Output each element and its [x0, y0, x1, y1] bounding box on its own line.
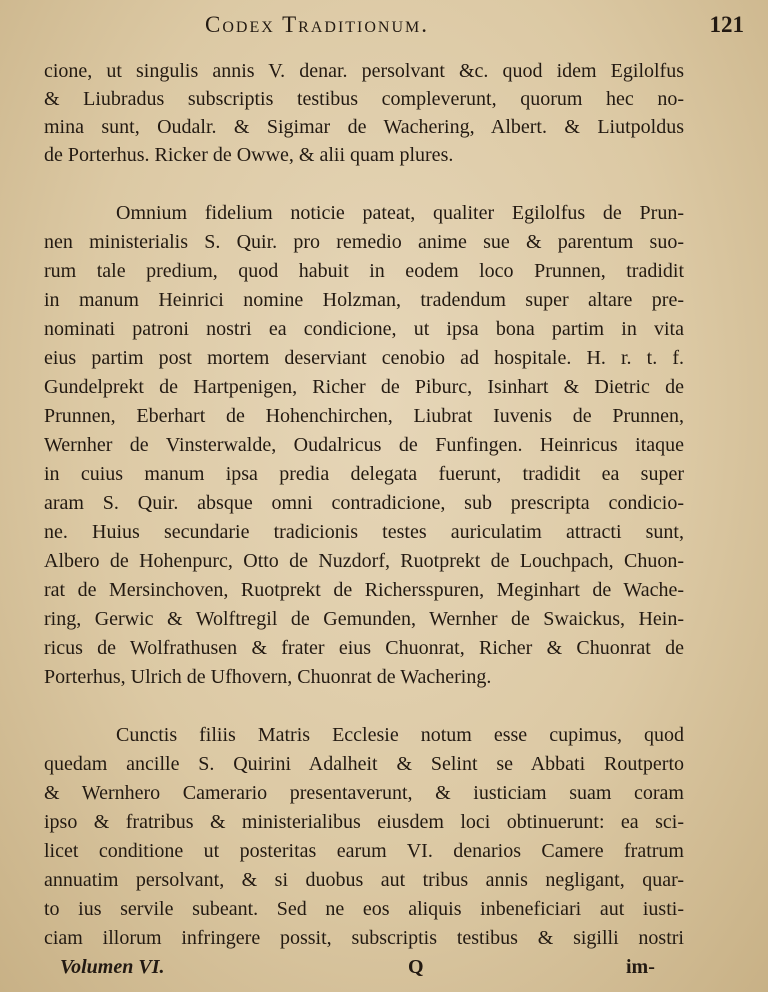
text-line: Cunctis filiis Matris Ecclesie notum esse cupimus, quod: [116, 724, 684, 746]
text-line: de Porterhus. Ricker de Owwe, & alii quam plures.: [44, 144, 454, 166]
text-line: Albero de Hohenpurc, Otto de Nuzdorf, Ruotprekt de Louchpach, Chuon-: [44, 550, 684, 572]
text-line: annuatim persolvant, & si duobus aut tribus annis negligant, quar-: [44, 869, 684, 891]
text-line: in manum Heinrici nomine Holzman, tradendum super altare pre-: [44, 289, 684, 311]
text-line: Prunnen, Eberhart de Hohenchirchen, Liubrat Iuvenis de Prunnen,: [44, 405, 684, 427]
text-line: rum tale predium, quod habuit in eodem loco Prunnen, tradidit: [44, 260, 684, 282]
page-number: 121: [709, 12, 744, 37]
text-line: ricus de Wolfrathusen & frater eius Chuonrat, Richer & Chuonrat de: [44, 637, 684, 659]
text-line: licet conditione ut posteritas earum VI. denarios Camere fratrum: [44, 840, 684, 862]
text-line: to ius servile subeant. Sed ne eos aliquis inbeneficiari aut iusti-: [44, 898, 684, 920]
text-line: cione, ut singulis annis V. denar. persolvant &c. quod idem Egilolfus: [44, 60, 684, 82]
text-line: nen ministerialis S. Quir. pro remedio anime sue & parentum suo-: [44, 231, 684, 253]
text-line: nominati patroni nostri ea condicione, ut ipsa bona partim in vita: [44, 318, 684, 340]
volume-label: Volumen VI.: [60, 956, 165, 978]
text-line: Wernher de Vinsterwalde, Oudalricus de Funfingen. Heinricus itaque: [44, 434, 684, 456]
text-line: ne. Huius secundarie tradicionis testes auriculatim attracti sunt,: [44, 521, 684, 543]
text-line: aram S. Quir. absque omni contradicione, sub prescripta condicio-: [44, 492, 684, 514]
text-line: Gundelprekt de Hartpenigen, Richer de Piburc, Isinhart & Dietric de: [44, 376, 684, 398]
running-title: Codex Traditionum.: [205, 12, 430, 37]
page-header: [0, 10, 768, 44]
text-line: rat de Mersinchoven, Ruotprekt de Richersspuren, Meginhart de Wache-: [44, 579, 684, 601]
text-line: & Wernhero Camerario presentaverunt, & iusticiam suam coram: [44, 782, 684, 804]
text-line: Porterhus, Ulrich de Ufhovern, Chuonrat de Wachering.: [44, 666, 492, 688]
text-line: eius partim post mortem deserviant cenobio ad hospitale. H. r. t. f.: [44, 347, 684, 369]
text-line: mina sunt, Oudalr. & Sigimar de Wachering, Albert. & Liutpoldus: [44, 116, 684, 138]
signature-mark: Q: [408, 956, 424, 978]
text-line: & Liubradus subscriptis testibus compleverunt, quorum hec no-: [44, 88, 684, 110]
text-line: Omnium fidelium noticie pateat, qualiter Egilolfus de Prun-: [116, 202, 684, 224]
text-line: ciam illorum infringere possit, subscriptis testibus & sigilli nostri: [44, 927, 684, 949]
text-line: in cuius manum ipsa predia delegata fuerunt, tradidit ea super: [44, 463, 684, 485]
text-line: ipso & fratribus & ministerialibus eiusdem loci obtinuerunt: ea sci-: [44, 811, 684, 833]
text-line: ring, Gerwic & Wolftregil de Gemunden, Wernher de Swaickus, Hein-: [44, 608, 684, 630]
page-footer: [0, 952, 768, 986]
catchword: im-: [626, 956, 655, 978]
text-line: quedam ancille S. Quirini Adalheit & Selint se Abbati Routperto: [44, 753, 684, 775]
